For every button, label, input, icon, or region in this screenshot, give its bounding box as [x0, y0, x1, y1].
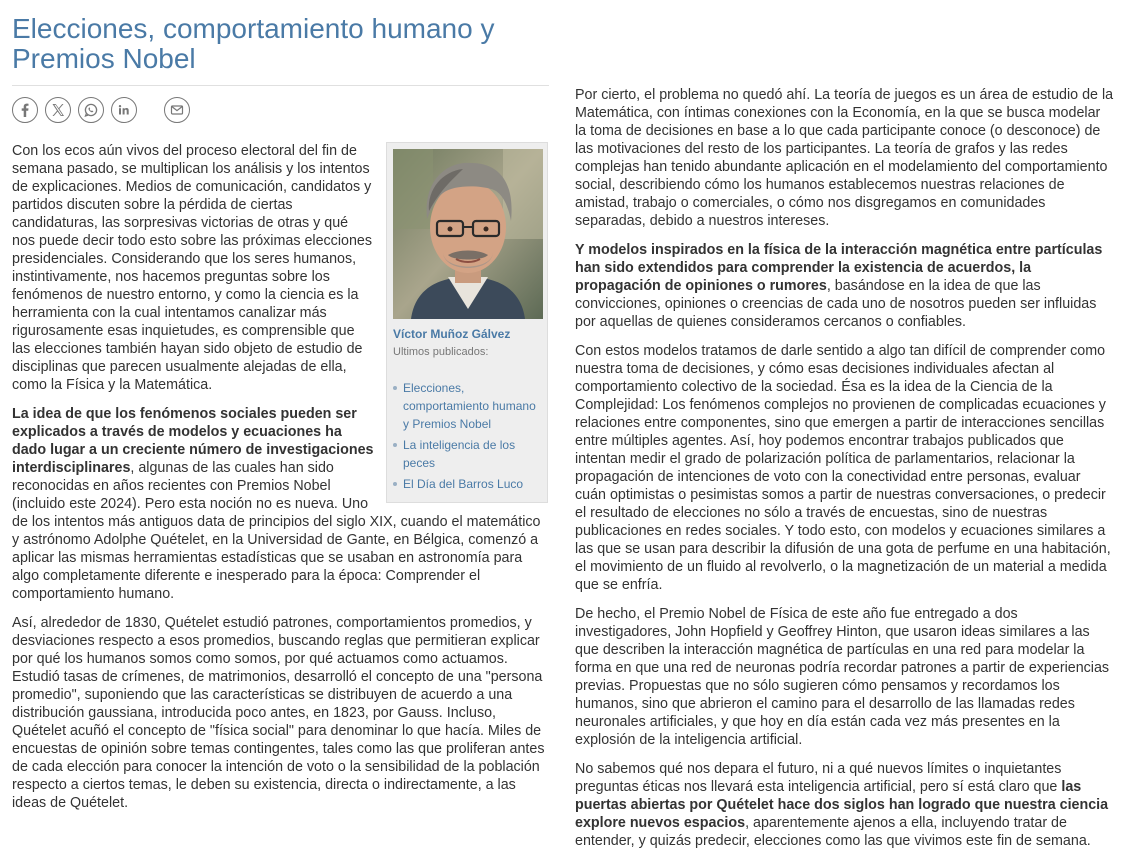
paragraph: Con los ecos aún vivos del proceso electoral del fin de semana pasado, se multiplican los análisis y los intentos de explicaciones. Medios de comunicación, candidatos y partidos discuten sobre la pérdida de ciertas candidaturas, las sorpresivas victorias de otras y qué nos puede decir todo esto sobre las próximas elecciones presidenciales. Considerando que los seres humanos, instintivamente, nos hacemos preguntas sobre los fenómenos de nuestro entorno, y como la ciencia es la herramienta con la cual intentamos canalizar más rigurosamente esas inquietudes, es comprensible que las elecciones también hayan sido objeto de estudio de disciplinas que parecen usualmente alejadas de ella, como la Física y la Matemática.: [12, 143, 373, 393]
whatsapp-icon: [83, 102, 99, 118]
article-title: Elecciones, comportamiento humano y Premios Nobel: [12, 13, 495, 74]
article-right-column: [575, 86, 1115, 861]
title-divider: [12, 85, 549, 86]
recent-post-link[interactable]: Elecciones, comportamiento humano y Premios Nobel: [393, 379, 541, 433]
email-icon: [169, 102, 185, 118]
recent-posts-list: [393, 379, 541, 493]
share-bar: [12, 97, 190, 127]
author-photo: [393, 149, 543, 319]
article-left-column: [12, 142, 548, 823]
x-share-button[interactable]: [45, 97, 71, 123]
paragraph-highlight: La idea de que los fenómenos sociales pueden ser explicados a través de modelos y ecuaciones ha dado lugar a un creciente número de investigaciones interdisciplinares: [12, 406, 374, 476]
recent-post-link[interactable]: El Día del Barros Luco: [393, 475, 541, 493]
paragraph-text: , basándose en la idea de que las convicciones, opiniones o creencias de cada uno de nosotros pueden ser influidas por aquellas de quienes consideramos cercanos o confiables.: [575, 278, 1097, 330]
recent-post-link[interactable]: La inteligencia de los peces: [393, 436, 541, 472]
paragraph: [575, 241, 1115, 331]
paragraph-text: , algunas de las cuales han sido reconocidas en años recientes con Premios Nobel (incluido este 2024). Pero esta noción no es nueva. Uno de los intentos más antiguos data de principios del siglo XIX, cuando el matemático y astrónomo Adolphe Quételet, en la Universidad de Gante, en Bélgica, comenzó a aplicar las mismas herramientas estadísticas que se usaban en astronomía para algo completamente diferente e inesperado para la época: Comprender el comportamiento humano.: [12, 460, 541, 602]
recent-posts-label: Ultimos publicados:: [393, 346, 489, 358]
email-share-button[interactable]: [164, 97, 190, 123]
linkedin-icon: [116, 102, 132, 118]
paragraph: De hecho, el Premio Nobel de Física de este año fue entregado a dos investigadores, John Hopfield y Geoffrey Hinton, que usaron ideas similares a las que describen la interacción magnética de partículas en una red para modelar la forma en que una red de neuronas podría recordar patrones a partir de experiencias previas. Propuestas que no sólo sugieren cómo pensamos y recordamos los humanos, sino que abrieron el camino para el desarrollo de las llamadas redes neuronales artificiales, y que hoy en día están cada vez más presentes en la explosión de la inteligencia artificial.: [575, 606, 1110, 748]
whatsapp-share-button[interactable]: [78, 97, 104, 123]
facebook-share-button[interactable]: [12, 97, 38, 123]
paragraph: Por cierto, el problema no quedó ahí. La teoría de juegos es un área de estudio de la Matemática, con íntimas conexiones con la Economía, en la que se busca modelar la toma de decisiones en base a lo que cada participante conoce (o desconoce) de las motivaciones del resto de los participantes. La teoría de grafos y las redes complejas han tenido abundante aplicación en el modelamiento del comportamiento social, describiendo cómo los humanos establecemos nuestras relaciones de amistad, trabajo o comerciales, o cómo nos disgregamos en comunidades separadas, debido a nuestros intereses.: [575, 87, 1114, 229]
linkedin-share-button[interactable]: [111, 97, 137, 123]
author-box: [386, 142, 548, 503]
author-name[interactable]: Víctor Muñoz Gálvez: [393, 327, 511, 341]
paragraph: Con estos modelos tratamos de darle sentido a algo tan difícil de comprender como nuestra toma de decisiones, y cómo esas decisiones individuales afectan al comportamiento colectivo de la sociedad. Ésa es la idea de la Ciencia de la Complejidad: Los fenómenos complejos no provienen de complicadas ecuaciones y relaciones entre componentes, sino que emergen a partir de interacciones sencillas entre múltiples agentes. Así, hoy podemos encontrar trabajos publicados que intentan medir el grado de polarización política de parlamentarios, relacionar la propagación de intenciones de voto con la conectividad entre personas, evaluar cuán optimistas o pesimistas somos a partir de nuestras conversaciones, o predecir el resultado de elecciones no sólo a través de encuestas, sino de nuestras publicaciones en redes sociales. Y todo esto, con modelos y ecuaciones similares a las que se usan para describir la difusión de una gota de perfume en una habitación, el movimiento de un fluido al revolverlo, o la magnetización de un material a medida que se enfría.: [575, 343, 1111, 593]
paragraph-highlight: Y modelos inspirados en la física de la interacción magnética entre partículas han sido extendidos para comprender la existencia de acuerdos, la propagación de opiniones o rumores: [575, 242, 1103, 294]
paragraph-text: No sabemos qué nos depara el futuro, ni a qué nuevos límites o inquietantes preguntas éticas nos llevará esta inteligencia artificial, pero sí está claro que: [575, 761, 1062, 795]
facebook-icon: [17, 102, 33, 118]
paragraph-highlight: las puertas abiertas por Quételet hace dos siglos han logrado que nuestra ciencia explore nuevos espacios: [575, 779, 1109, 831]
paragraph-text: , aparentemente ajenos a ella, incluyendo tratar de entender, y quizás predecir, elecciones como las que vivimos este fin de semana.: [575, 815, 1091, 849]
paragraph: Así, alrededor de 1830, Quételet estudió patrones, comportamientos promedios, y desviaciones respecto a esos promedios, buscando reglas que permitieran explicar por qué los humanos somos como somos, por qué actuamos como actuamos. Estudió tasas de crímenes, de matrimonios, desarrolló el concepto de una "persona promedio", suponiendo que las características se distribuyen de acuerdo a una distribución gaussiana, introducida poco antes, en 1823, por Gauss. Incluso, Quételet acuñó el concepto de "física social" para denominar lo que hacía. Miles de encuestas de opinión sobre temas contingentes, tales como las que proliferan antes de cada elección para conocer la intención de voto o la sensibilidad de la población respecto a ciertos temas, le deben su existencia, directa o indirectamente, a las ideas de Quételet.: [12, 615, 545, 811]
x-icon: [50, 102, 66, 118]
